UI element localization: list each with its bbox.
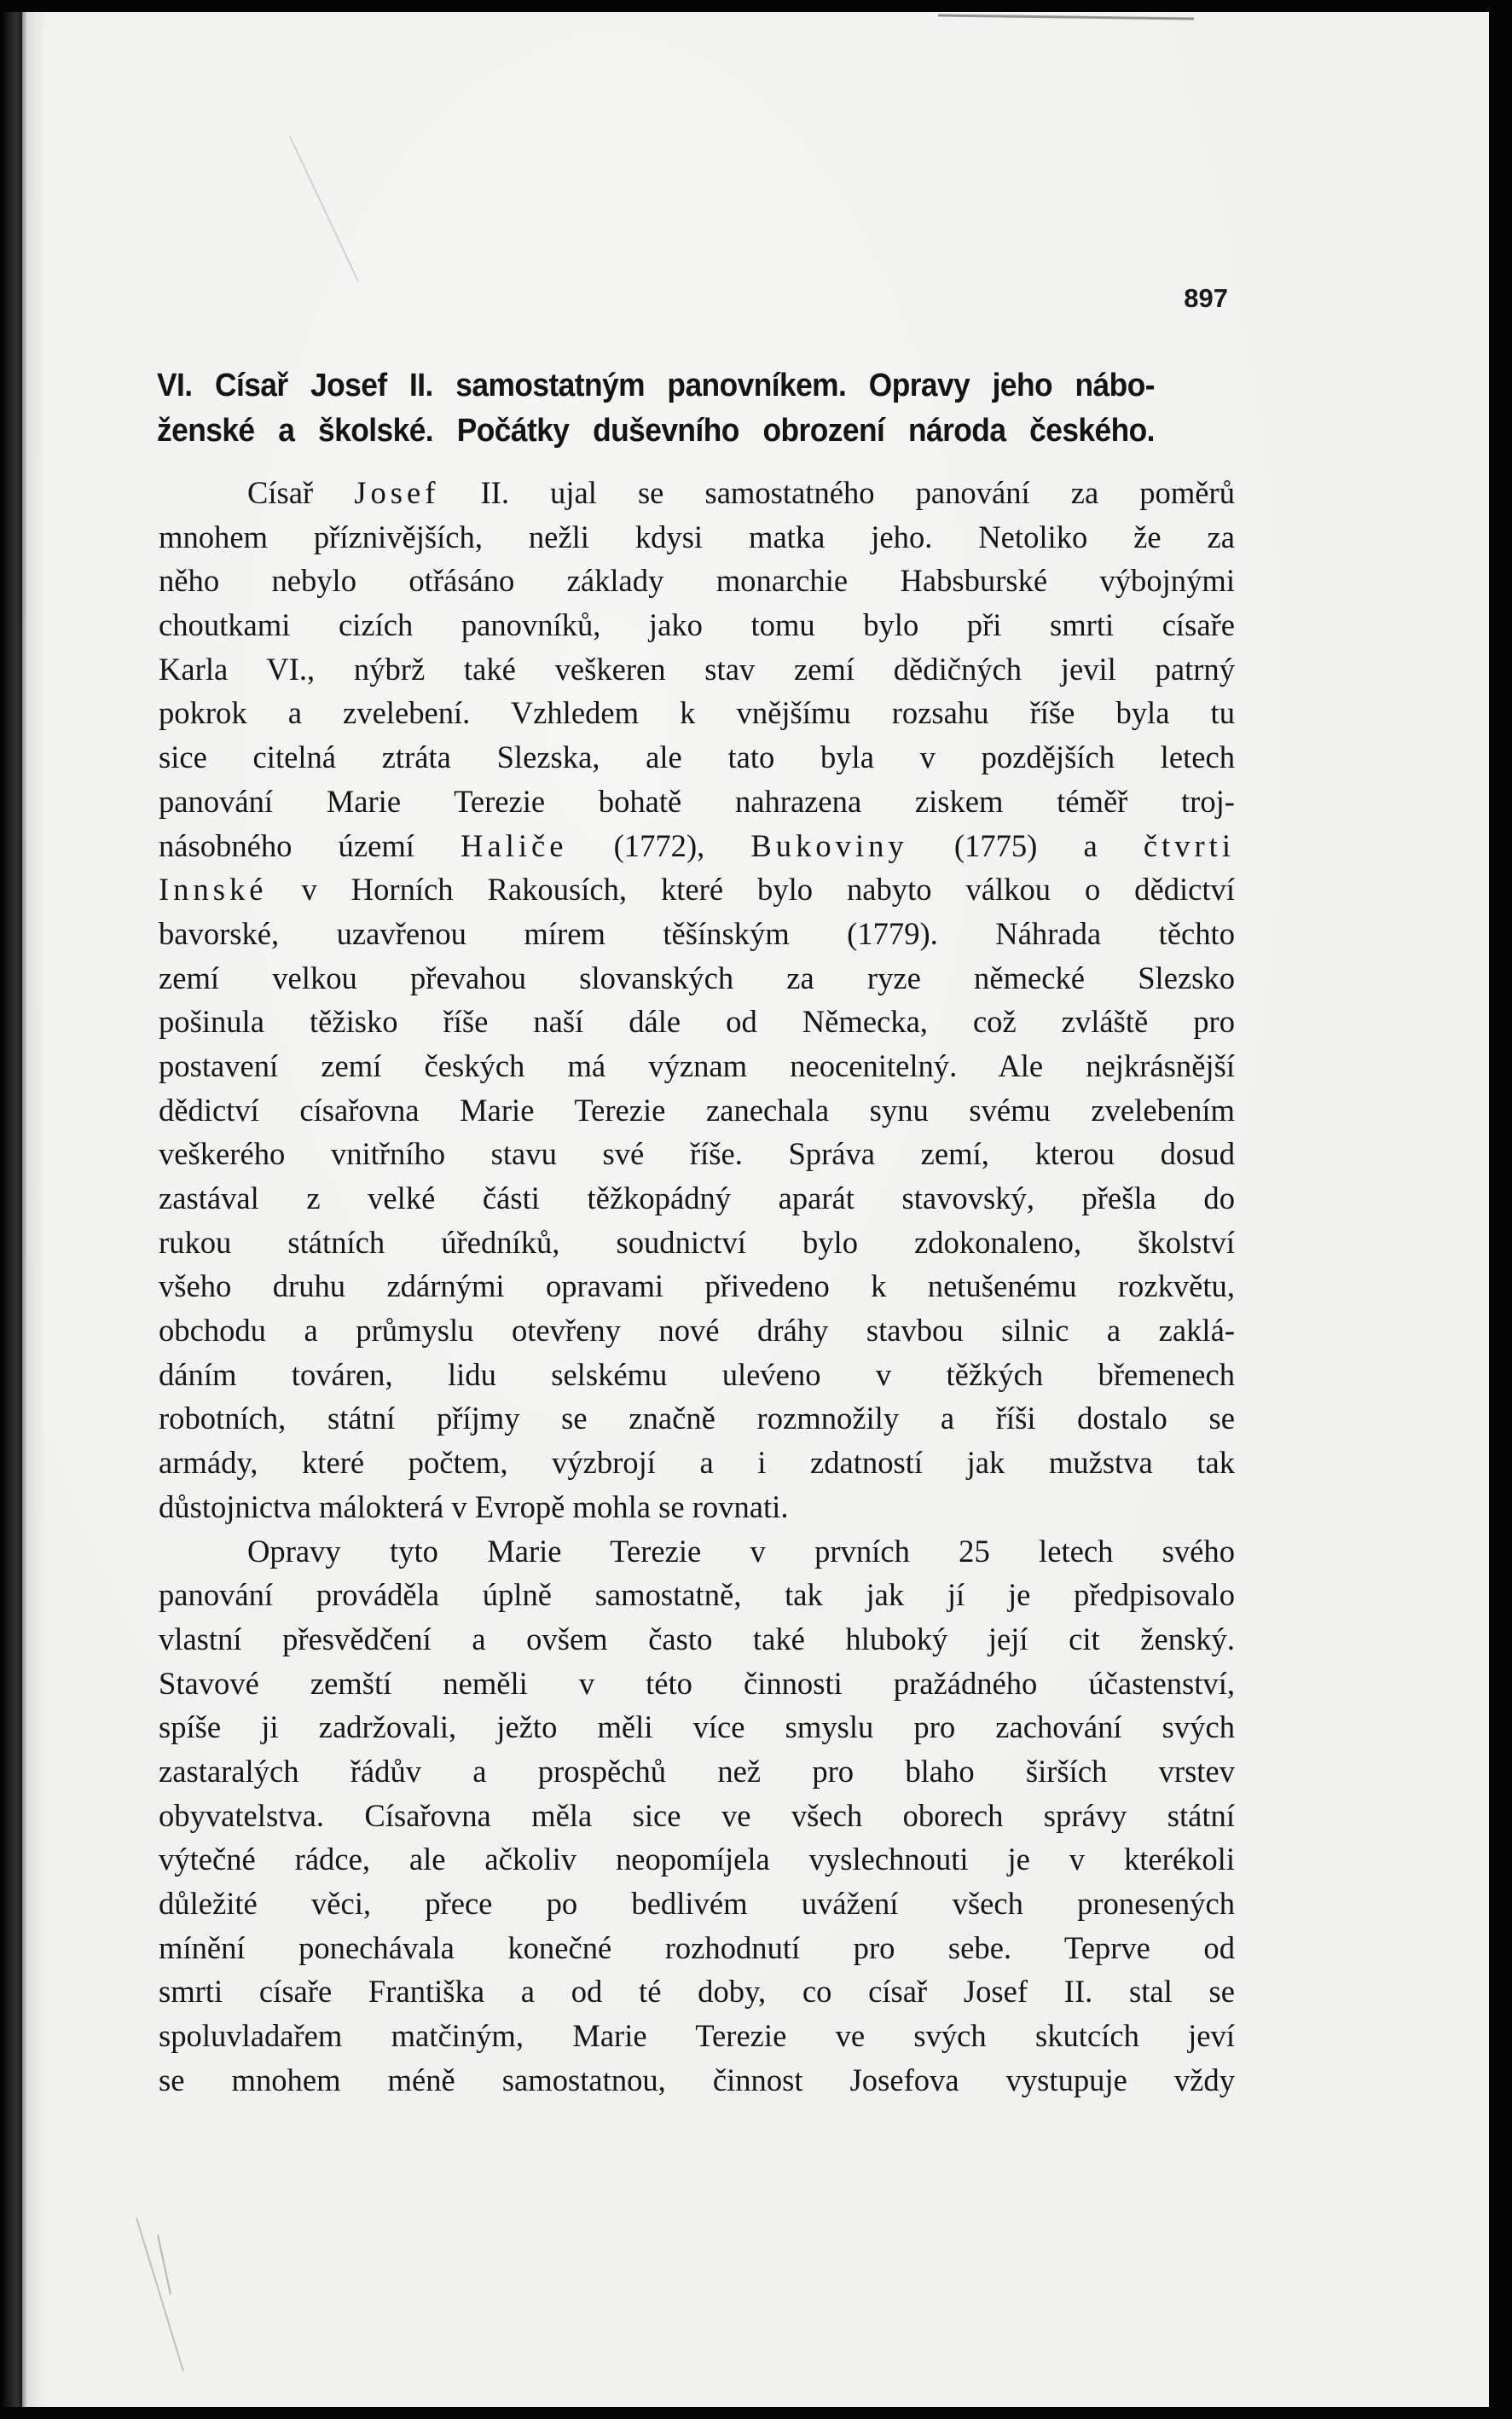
text-line: choutkami cizích panovníků, jako tomu bylo při smrti císaře (159, 607, 1235, 643)
text-line: mínění ponechávala konečné rozhodnutí pro sebe. Teprve od (159, 1929, 1235, 1965)
text-line: zastaralých řádův a prospěchů než pro blaho širších vrstev (159, 1753, 1235, 1789)
text-line: armády, které počtem, výzbrojí a i zdatností jak mužstva tak (159, 1445, 1235, 1481)
text-line: dědictví císařovna Marie Terezie zanechala synu svému zvelebením (159, 1092, 1235, 1128)
text-line: panování Marie Terezie bohatě nahrazena ziskem téměř troj- (159, 783, 1235, 819)
text-line: veškerého vnitřního stavu své říše. Správa zemí, kterou dosud (159, 1136, 1235, 1172)
text-line: obyvatelstva. Císařovna měla sice ve všech oborech správy státní (159, 1797, 1235, 1833)
text-segment: (1775) a (907, 827, 1144, 863)
text-line: zastával z velké části těžkopádný aparát stavovský, přešla do (159, 1180, 1235, 1215)
page-binding-shadow (0, 12, 27, 2407)
text-line: něho nebylo otřásáno základy monarchie Habsburské výbojnými (159, 563, 1235, 599)
text-line: zemí velkou převahou slovanských za ryze německé Slezsko (159, 960, 1235, 995)
text-line: pokrok a zvelebení. Vzhledem k vnějšímu rozsahu říše byla tu (159, 695, 1235, 731)
emphasized-name: Bukoviny (750, 827, 908, 863)
text-line: bavorské, uzavřenou mírem těšínským (1779). Náhrada těchto (159, 915, 1235, 951)
text-segment: Císař (247, 475, 355, 510)
text-line (159, 867, 1235, 912)
text-line: obchodu a průmyslu otevřeny nové dráhy stavbou silnic a zaklá- (159, 1313, 1235, 1349)
text-line (159, 824, 1235, 868)
page-number: 897 (1184, 283, 1228, 313)
emphasized-name: Haliče (461, 827, 568, 863)
text-line: sice citelná ztráta Slezska, ale tato byla v pozdějších letech (159, 740, 1235, 775)
text-line: spíše ji zadržovali, ježto měli více smyslu pro zachování svých (159, 1709, 1235, 1745)
heading-line: VI. Císař Josef II. samostatným panovníkem. Opravy jeho nábo- (157, 368, 1155, 403)
body-text (159, 471, 1235, 2102)
text-line: rukou státních úředníků, soudnictví bylo zdokonaleno, školství (159, 1224, 1235, 1260)
text-line: důležité věci, přece po bedlivém uvážení všech pronesených (159, 1886, 1235, 1921)
text-line: se mnohem méně samostatnou, činnost Josefova vystupuje vždy (159, 2062, 1235, 2097)
text-line: postavení zemí českých má význam neocenitelný. Ale nejkrásnější (159, 1047, 1235, 1083)
text-segment: násobného území (159, 827, 461, 863)
text-line: Karla VI., nýbrž také veškeren stav zemí dědičných jevil patrný (159, 651, 1235, 687)
emphasized-name: Josef (354, 475, 440, 510)
text-line: Opravy tyto Marie Terezie v prvních 25 letech svého (247, 1533, 1235, 1569)
text-segment: v Horních Rakousích, které bylo nabyto válkou o dědictví (267, 872, 1235, 908)
text-line: Stavové zemští neměli v této činnosti pražádného účastenství, (159, 1665, 1235, 1701)
emphasized-name: čtvrti (1143, 827, 1236, 863)
text-line: panování prováděla úplně samostatně, tak jak jí je předpisovalo (159, 1577, 1235, 1613)
heading-line: ženské a školské. Počátky duševního obrození národa českého. (157, 413, 1155, 449)
text-line (159, 471, 1235, 515)
chapter-heading (157, 363, 1155, 454)
text-line: všeho druhu zdárnými opravami přivedeno k netušenému rozkvětu, (159, 1268, 1235, 1304)
text-line: dáním továren, lidu selskému ulev́eno v těžkých břemenech (159, 1356, 1235, 1392)
text-segment: (1772), (567, 827, 751, 863)
text-line: vlastní přesvědčení a ovšem často také hluboký její cit ženský. (159, 1621, 1235, 1656)
text-line: spoluvladařem matčiným, Marie Terezie ve svých skutcích jeví (159, 2018, 1235, 2054)
text-line: důstojnictva málokterá v Evropě mohla se rovnati. (159, 1488, 789, 1524)
text-line: smrti císaře Františka a od té doby, co císař Josef II. stal se (159, 1974, 1235, 2010)
text-line: pošinula těžisko říše naší dále od Německa, což zvláště pro (159, 1004, 1235, 1040)
text-segment: II. ujal se samostatného panování za poměrů (439, 475, 1235, 510)
text-line: výtečné rádce, ale ačkoliv neopomíjela vyslechnouti je v kterékoli (159, 1842, 1235, 1877)
emphasized-name: Innské (159, 872, 268, 908)
text-line: mnohem příznivějších, nežli kdysi matka jeho. Netoliko že za (159, 519, 1235, 554)
text-line: robotních, státní příjmy se značně rozmnožily a říši dostalo se (159, 1401, 1235, 1436)
